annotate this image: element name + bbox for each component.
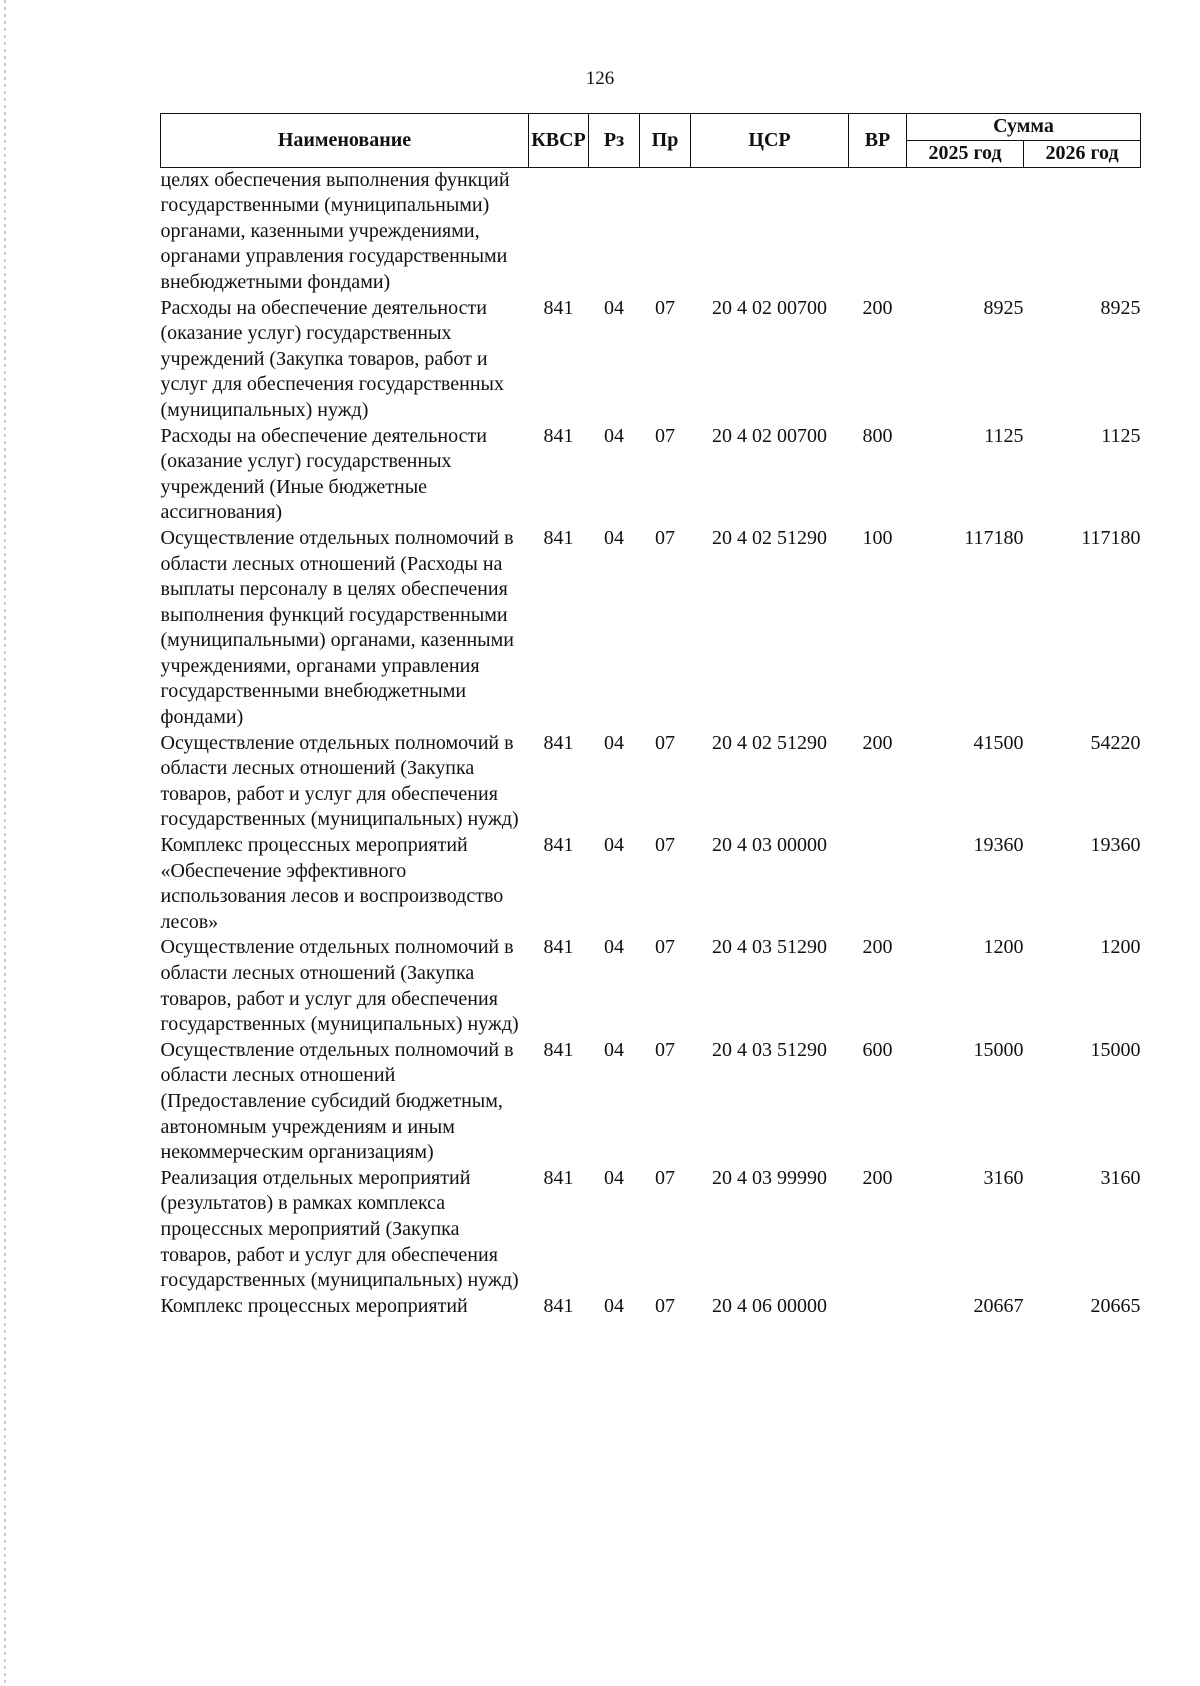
row-name-cell: Расходы на обеспечение деятельности (оказание услуг) государственных учреждений (Иные бюджетные ассигнования) xyxy=(160,424,487,524)
row-amount-2026-cell xyxy=(1024,167,1141,295)
row-amount-2026-cell: 117180 xyxy=(1081,526,1141,549)
row-vr-cell: 100 xyxy=(862,526,893,549)
row-rz-cell: 04 xyxy=(604,1166,624,1189)
table-row xyxy=(161,935,1141,1037)
table-header xyxy=(161,114,1141,168)
row-csr-cell: 20 4 02 00700 xyxy=(712,296,827,319)
row-name-cell: Комплекс процессных мероприятий «Обеспечение эффективного использования лесов и воспроизводство лесов» xyxy=(160,834,504,933)
row-amount-2025-cell: 19360 xyxy=(973,834,1024,857)
row-kvsr-cell: 841 xyxy=(543,1294,574,1317)
row-kvsr-cell: 841 xyxy=(543,296,574,319)
row-rz-cell: 04 xyxy=(604,731,624,754)
row-kvsr-cell: 841 xyxy=(543,1166,574,1189)
row-pr-cell: 07 xyxy=(655,526,675,549)
row-rz-cell: 04 xyxy=(604,936,624,959)
row-amount-2026-cell: 54220 xyxy=(1090,731,1141,754)
row-kvsr-cell: 841 xyxy=(543,526,574,549)
row-rz-cell xyxy=(589,167,640,295)
header-sum: Сумма xyxy=(907,114,1141,141)
row-amount-2026-cell: 19360 xyxy=(1090,834,1141,857)
row-amount-2025-cell: 3160 xyxy=(983,1166,1024,1189)
row-rz-cell: 04 xyxy=(604,834,624,857)
row-rz-cell: 04 xyxy=(604,1294,624,1317)
row-pr-cell: 07 xyxy=(655,731,675,754)
table-row xyxy=(161,167,1141,295)
table-row xyxy=(161,1166,1141,1294)
row-pr-cell: 07 xyxy=(655,1038,675,1061)
row-kvsr-cell: 841 xyxy=(543,936,574,959)
row-vr-cell: 200 xyxy=(862,1166,893,1189)
row-amount-2026-cell: 3160 xyxy=(1100,1166,1141,1189)
row-kvsr-cell: 841 xyxy=(543,424,574,447)
header-name: Наименование xyxy=(161,114,529,168)
header-rz: Рз xyxy=(589,114,640,168)
row-pr-cell: 07 xyxy=(655,1166,675,1189)
row-kvsr-cell: 841 xyxy=(543,731,574,754)
row-amount-2025-cell: 15000 xyxy=(973,1038,1024,1061)
row-name-cell: Осуществление отдельных полномочий в области лесных отношений (Расходы на выплаты персоналу в целях обеспечения выполнения функций государственными (муниципальными) органами, казенными учреждениями, органами управления государственными внебюджетными фондами) xyxy=(160,526,514,729)
row-vr-cell: 200 xyxy=(862,731,893,754)
row-name-cell: Комплекс процессных мероприятий xyxy=(160,1294,468,1317)
row-name-cell: Осуществление отдельных полномочий в области лесных отношений (Закупка товаров, работ и услуг для обеспечения государственных (муниципальных) нужд) xyxy=(160,936,519,1036)
row-csr-cell xyxy=(691,167,849,295)
row-pr-cell: 07 xyxy=(655,1294,675,1317)
header-csr: ЦСР xyxy=(691,114,849,168)
header-vr: ВР xyxy=(849,114,907,168)
row-pr-cell: 07 xyxy=(655,936,675,959)
row-pr-cell xyxy=(640,167,691,295)
row-csr-cell: 20 4 03 51290 xyxy=(712,1038,827,1061)
row-rz-cell: 04 xyxy=(604,424,624,447)
row-kvsr-cell xyxy=(529,167,589,295)
row-vr-cell xyxy=(849,833,907,935)
row-csr-cell: 20 4 03 51290 xyxy=(712,936,827,959)
header-year-2026: 2026 год xyxy=(1024,141,1141,168)
row-pr-cell: 07 xyxy=(655,296,675,319)
row-amount-2026-cell: 1200 xyxy=(1100,936,1141,959)
table-row xyxy=(161,424,1141,526)
row-name-cell: Реализация отдельных мероприятий (результатов) в рамках комплекса процессных мероприятий (Закупка товаров, работ и услуг для обеспечения государственных (муниципальных) нужд) xyxy=(160,1166,519,1292)
table-row xyxy=(161,526,1141,731)
row-name-cell: целях обеспечения выполнения функций государственными (муниципальными) органами, казенными учреждениями, органами управления государственными внебюджетными фондами) xyxy=(160,168,510,293)
row-name-cell: Осуществление отдельных полномочий в области лесных отношений (Закупка товаров, работ и услуг для обеспечения государственных (муниципальных) нужд) xyxy=(160,731,519,831)
row-amount-2026-cell: 20665 xyxy=(1090,1294,1141,1317)
row-amount-2025-cell: 1125 xyxy=(984,424,1024,447)
row-amount-2026-cell: 1125 xyxy=(1101,424,1141,447)
row-csr-cell: 20 4 03 00000 xyxy=(712,834,827,857)
row-csr-cell: 20 4 02 51290 xyxy=(712,526,827,549)
table-row xyxy=(161,1294,1141,1320)
row-pr-cell: 07 xyxy=(655,834,675,857)
row-vr-cell xyxy=(849,1294,907,1320)
row-amount-2025-cell: 117180 xyxy=(964,526,1024,549)
row-amount-2026-cell: 15000 xyxy=(1090,1038,1141,1061)
scan-edge-mark xyxy=(4,0,6,1686)
row-kvsr-cell: 841 xyxy=(543,1038,574,1061)
row-csr-cell: 20 4 02 00700 xyxy=(712,424,827,447)
row-vr-cell: 200 xyxy=(862,936,893,959)
table-row xyxy=(161,296,1141,424)
row-amount-2025-cell xyxy=(907,167,1024,295)
row-csr-cell: 20 4 03 99990 xyxy=(712,1166,827,1189)
table-row xyxy=(161,833,1141,935)
row-rz-cell: 04 xyxy=(604,526,624,549)
row-name-cell: Расходы на обеспечение деятельности (оказание услуг) государственных учреждений (Закупка товаров, работ и услуг для обеспечения государственных (муниципальных) нужд) xyxy=(160,296,504,421)
row-amount-2025-cell: 20667 xyxy=(973,1294,1024,1317)
row-vr-cell: 800 xyxy=(862,424,893,447)
row-csr-cell: 20 4 02 51290 xyxy=(712,731,827,754)
row-csr-cell: 20 4 06 00000 xyxy=(712,1294,827,1317)
row-name-cell: Осуществление отдельных полномочий в области лесных отношений (Предоставление субсидий бюджетным, автономным учреждениям и иным некоммерческим организациям) xyxy=(160,1038,514,1164)
header-year-2025: 2025 год xyxy=(907,141,1024,168)
row-vr-cell: 200 xyxy=(862,296,893,319)
row-kvsr-cell: 841 xyxy=(543,834,574,857)
page-number: 126 xyxy=(585,68,615,89)
row-amount-2025-cell: 41500 xyxy=(973,731,1024,754)
header-kvsr: КВСР xyxy=(529,114,589,168)
row-rz-cell: 04 xyxy=(604,1038,624,1061)
row-rz-cell: 04 xyxy=(604,296,624,319)
row-amount-2026-cell: 8925 xyxy=(1100,296,1141,319)
table-row xyxy=(161,731,1141,833)
row-amount-2025-cell: 1200 xyxy=(983,936,1024,959)
row-vr-cell xyxy=(849,167,907,295)
table-row xyxy=(161,1038,1141,1166)
row-amount-2025-cell: 8925 xyxy=(983,296,1024,319)
row-vr-cell: 600 xyxy=(862,1038,893,1061)
header-pr: Пр xyxy=(640,114,691,168)
table-body xyxy=(161,167,1141,1319)
budget-table xyxy=(160,113,1141,1319)
row-pr-cell: 07 xyxy=(655,424,675,447)
